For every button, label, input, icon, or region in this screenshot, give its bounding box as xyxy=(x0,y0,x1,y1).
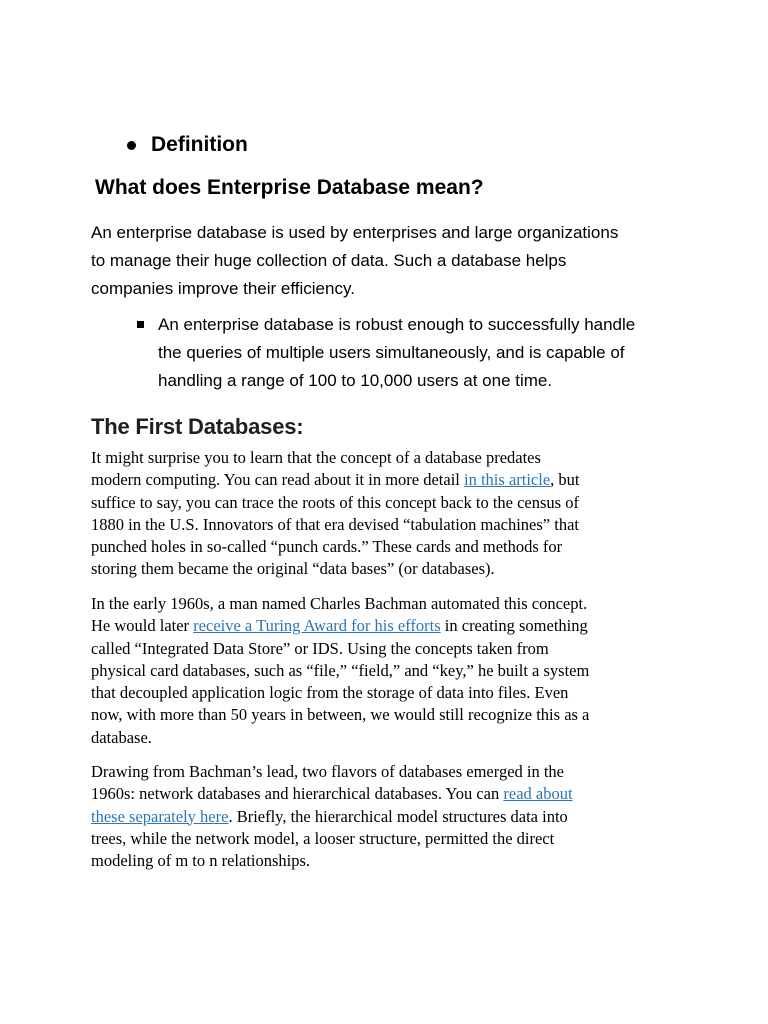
intro-paragraph xyxy=(91,219,691,303)
para-line xyxy=(91,615,691,637)
para-line: 1880 in the U.S. Innovators of that era devised “tabulation machines” that xyxy=(91,514,579,534)
first-databases-heading: The First Databases: xyxy=(91,414,304,439)
para-text: , but xyxy=(550,470,580,490)
sub-bullet xyxy=(137,311,698,395)
para-text: He would later xyxy=(91,616,194,636)
para-line: called “Integrated Data Store” or IDS. Using the concepts taken from xyxy=(91,638,549,658)
para-text: 1960s: network databases and hierarchical databases. You can xyxy=(91,784,504,804)
para-line xyxy=(91,783,691,805)
para-line: now, with more than 50 years in between, we would still recognize this as a xyxy=(91,705,590,725)
article-link[interactable]: in this article xyxy=(464,470,551,490)
para-line: database. xyxy=(91,727,152,747)
para-line: physical card databases, such as “file,” “field,” and “key,” he built a system xyxy=(91,660,590,680)
sub-bullet-text xyxy=(158,311,698,395)
para-line xyxy=(91,469,691,491)
sub-bullet-line: handling a range of 100 to 10,000 users at one time. xyxy=(158,371,553,390)
bullet-dot-icon xyxy=(127,141,136,150)
para-line: punched holes in so-called “punch cards.” These cards and methods for xyxy=(91,537,563,557)
read-about-link[interactable]: read about xyxy=(503,784,573,804)
para-line: In the early 1960s, a man named Charles Bachman automated this concept. xyxy=(91,594,588,613)
definition-bullet xyxy=(127,133,248,157)
intro-line: companies improve their efficiency. xyxy=(91,279,355,298)
para-line xyxy=(91,806,691,828)
question-heading: What does Enterprise Database mean? xyxy=(95,176,484,199)
para-text: modern computing. You can read about it in more detail xyxy=(91,470,465,490)
turing-award-link[interactable]: receive a Turing Award for his efforts xyxy=(193,616,441,636)
read-about-link[interactable]: these separately here xyxy=(91,806,229,826)
paragraph-2 xyxy=(91,593,691,749)
paragraph-1 xyxy=(91,447,691,581)
paragraph-3 xyxy=(91,761,691,872)
definition-label: Definition xyxy=(151,133,248,156)
sub-bullet-line: the queries of multiple users simultaneously, and is capable of xyxy=(158,343,625,362)
intro-line: to manage their huge collection of data. Such a database helps xyxy=(91,251,567,270)
para-line: Drawing from Bachman’s lead, two flavors of databases emerged in the xyxy=(91,762,565,781)
para-line: It might surprise you to learn that the concept of a database predates xyxy=(91,448,541,467)
square-bullet-icon xyxy=(137,321,144,328)
para-line: that decoupled application logic from the storage of data into files. Even xyxy=(91,683,569,703)
para-line: storing them became the original “data bases” (or databases). xyxy=(91,559,495,579)
para-text: . Briefly, the hierarchical model structures data into xyxy=(228,806,568,826)
para-line: suffice to say, you can trace the roots of this concept back to the census of xyxy=(91,492,579,512)
para-text: in creating something xyxy=(440,616,588,636)
intro-line: An enterprise database is used by enterprises and large organizations xyxy=(91,223,619,242)
para-line: trees, while the network model, a looser structure, permitted the direct xyxy=(91,828,555,848)
para-line: modeling of m to n relationships. xyxy=(91,851,311,871)
sub-bullet-line: An enterprise database is robust enough to successfully handle xyxy=(158,315,636,334)
